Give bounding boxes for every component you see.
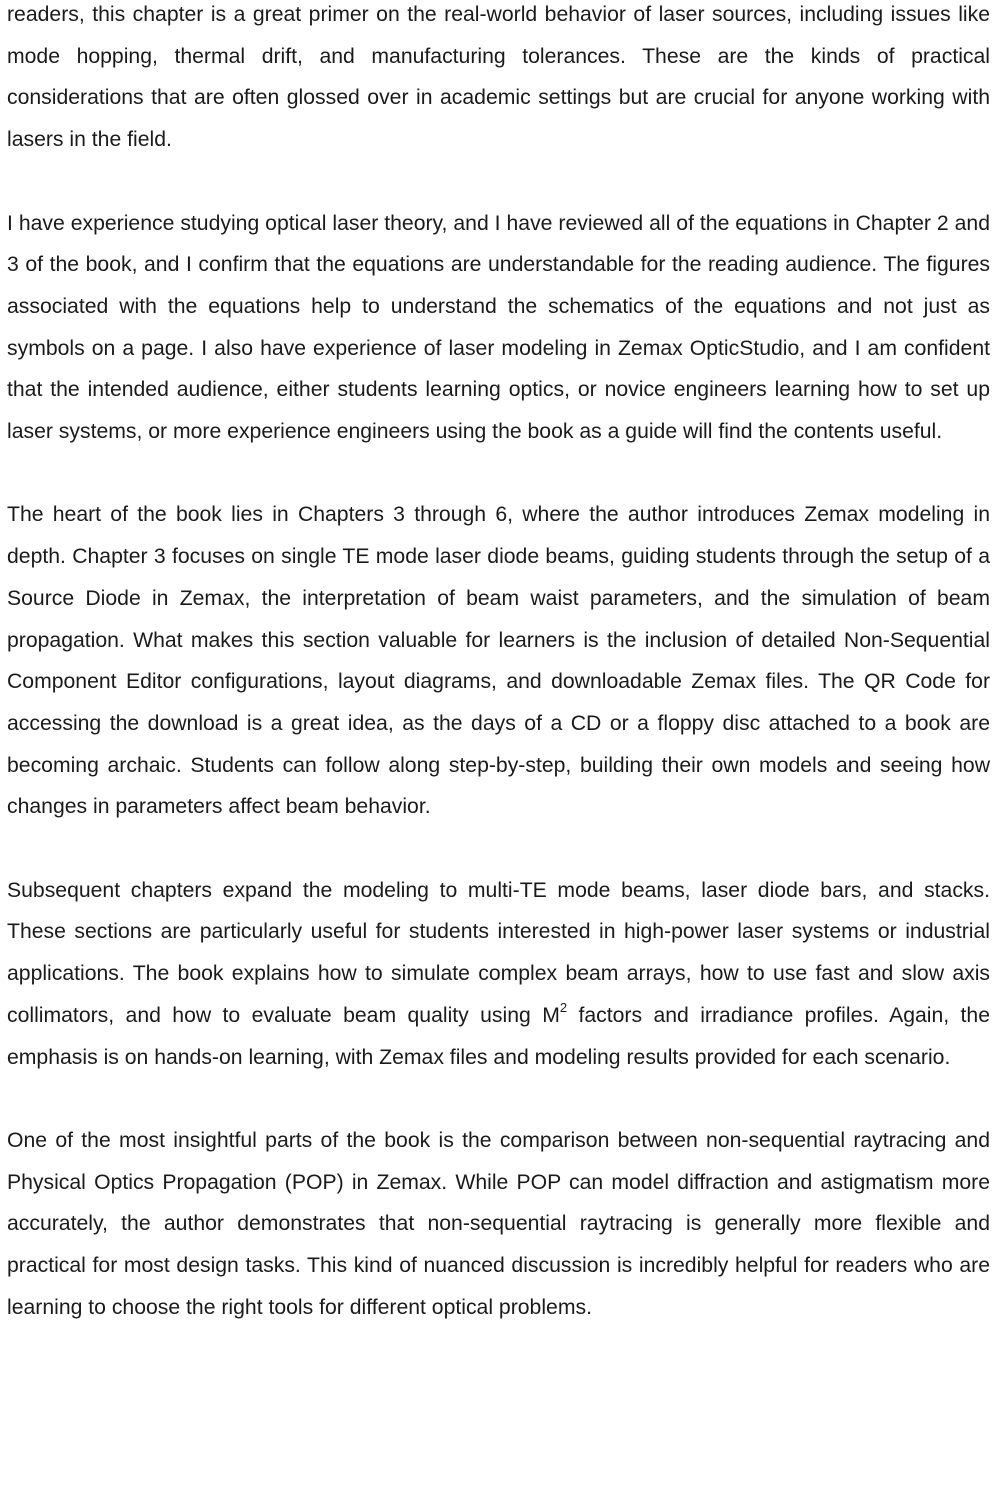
paragraph-reviewer-experience: I have experience studying optical laser theory, and I have reviewed all of the equations in Chapter 2 and 3 of the book, and I confirm that the equations are understandable for the reading audience. The figures associated with the equations help to understand the schematics of the equations and not just as symbols on a page. I also have experience of laser modeling in Zemax OpticStudio, and I am confident that the intended audience, either students learning optics, or novice engineers learning how to set up laser systems, or more experience engineers using the book as a guide will find the contents useful. — [7, 211, 990, 444]
paragraph-text-before-superscript: Subsequent chapters expand the modeling to multi-TE mode beams, laser diode bars, and stacks. These sections are particularly useful for students interested in high-power laser systems or industrial applications. The book explains how to simulate complex beam arrays, how to use fast and slow axis collimators, and how to evaluate beam quality using M — [7, 878, 990, 1027]
paragraph-heart-of-book: The heart of the book lies in Chapters 3 through 6, where the author introduces Zemax modeling in depth. Chapter 3 focuses on single TE mode laser diode beams, guiding students through the setup of a Source Diode in Zemax, the interpretation of beam waist parameters, and the simulation of beam propagation. What makes this section valuable for learners is the inclusion of detailed Non-Sequential Component Editor configurations, layout diagrams, and downloadable Zemax files. The QR Code for accessing the download is a great idea, as the days of a CD or a floppy disc attached to a book are becoming archaic. Students can follow along step-by-step, building their own models and seeing how changes in parameters affect beam behavior. — [7, 503, 990, 819]
document-page — [7, 0, 990, 1370]
superscript-exponent: 2 — [559, 999, 568, 1015]
paragraph-laser-primer: readers, this chapter is a great primer on the real-world behavior of laser sources, including issues like mode hopping, thermal drift, and manufacturing tolerances. These are the kinds of practical considerations that are often glossed over in academic settings but are crucial for anyone working with lasers in the field. — [7, 3, 990, 152]
paragraph-subsequent-chapters — [7, 870, 990, 1079]
paragraph-text-after-superscript: factors and irradiance profiles. Again, the emphasis is on hands-on learning, with Zemax files and modeling results provided for each scenario. — [7, 1003, 990, 1069]
paragraph-pop-comparison: One of the most insightful parts of the book is the comparison between non-sequential raytracing and Physical Optics Propagation (POP) in Zemax. While POP can model diffraction and astigmatism more accurately, the author demonstrates that non-sequential raytracing is generally more flexible and practical for most design tasks. This kind of nuanced discussion is incredibly helpful for readers who are learning to choose the right tools for different optical problems. — [7, 1128, 990, 1319]
